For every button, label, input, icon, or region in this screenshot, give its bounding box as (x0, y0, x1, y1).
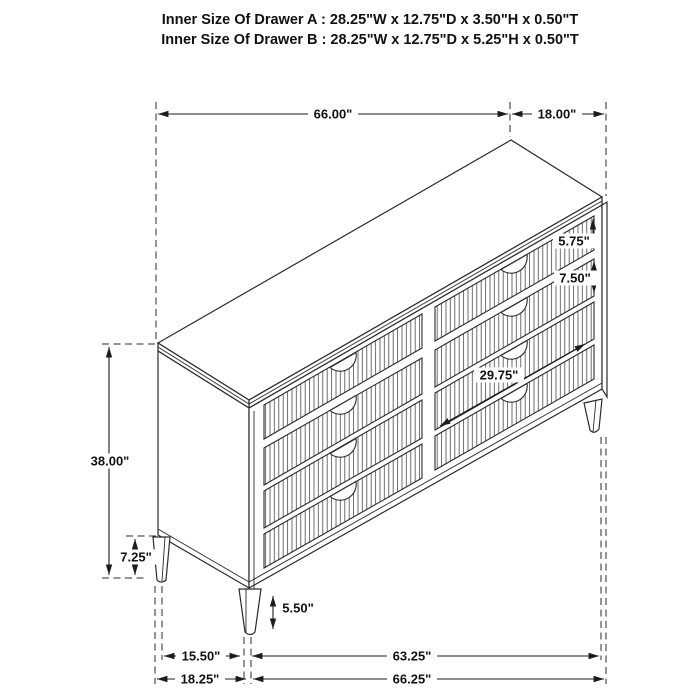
dresser-illustration (153, 140, 607, 635)
dim-base-width: 66.25" (392, 671, 432, 687)
front-left-leg (239, 589, 261, 635)
drawer-b-spec-text: Inner Size Of Drawer B : 28.25"W x 12.75"D x 5.25"H x 0.50"T (161, 32, 579, 48)
dim-overall-height: 38.00" (90, 453, 130, 469)
side-panel-right-sliver (602, 202, 607, 397)
header-notes (161, 12, 579, 48)
dim-base-depth: 18.25" (180, 671, 220, 687)
dim-leg-span-front: 63.25" (392, 648, 432, 664)
dim-drawer-width: 29.75" (479, 367, 519, 383)
dim-back-leg-height: 7.25" (120, 549, 152, 565)
dim-top-width: 66.00" (313, 106, 353, 122)
dim-front-leg-height: 5.50" (282, 600, 314, 616)
dim-drawer-b-height: 7.50" (559, 270, 591, 286)
drawer-a-spec-text: Inner Size Of Drawer A : 28.25"W x 12.75"D x 3.50"H x 0.50"T (161, 12, 579, 28)
dim-leg-span-side: 15.50" (181, 648, 221, 664)
dim-drawer-a-height: 5.75" (558, 233, 590, 249)
dim-top-depth: 18.00" (537, 106, 577, 122)
